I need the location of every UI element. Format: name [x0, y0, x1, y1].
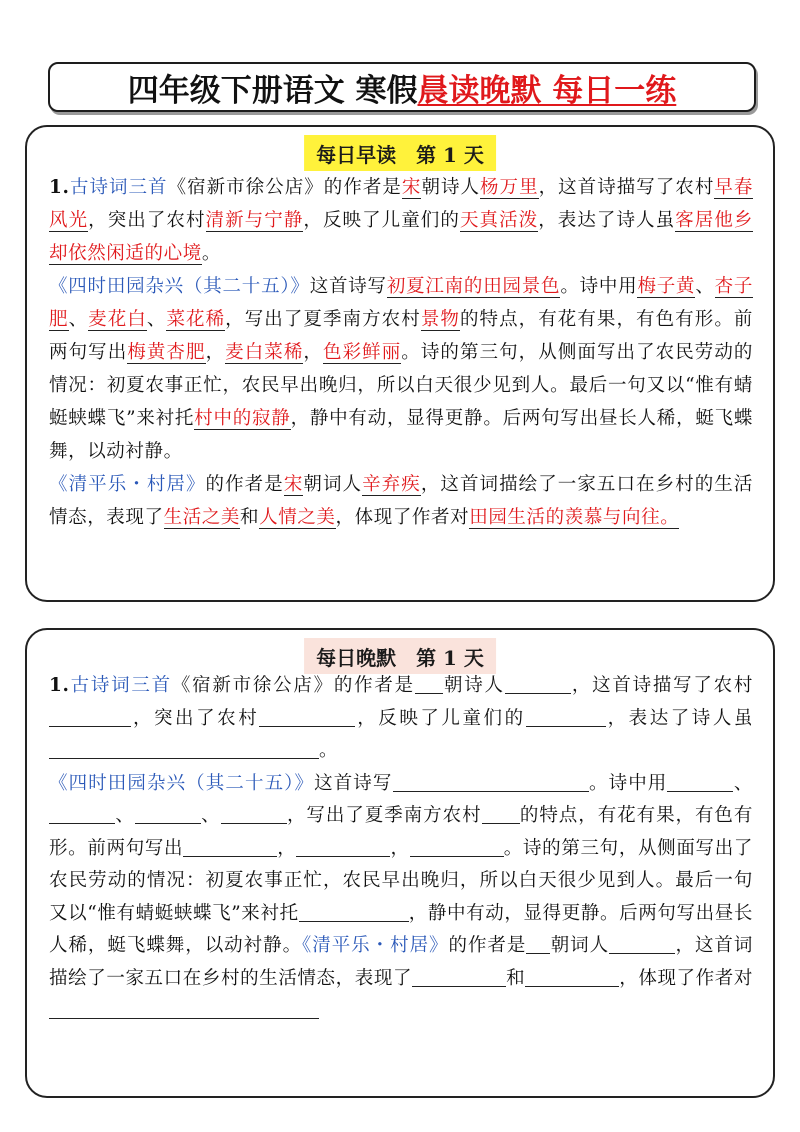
answer: 宋 [401, 177, 422, 198]
answer-blank[interactable] [49, 805, 115, 825]
text: 、 [146, 309, 167, 330]
poem-name: 《清平乐・村居》 [49, 474, 206, 495]
answer-blank[interactable] [410, 837, 504, 857]
title-main: 四年级下册语文 寒假 [127, 72, 418, 109]
text: 。 [319, 740, 339, 761]
text: 。诗中用 [560, 276, 638, 297]
answer-blank[interactable] [526, 707, 606, 727]
text: ， [390, 837, 410, 859]
text: 这首诗写 [314, 772, 393, 794]
answer: 麦白菜稀 [225, 342, 304, 363]
morning-reading-card [25, 125, 775, 602]
morning-paragraph-3 [49, 468, 753, 534]
answer-blank[interactable] [505, 675, 571, 695]
text: 的作者是 [448, 935, 527, 956]
answer: 客居他乡却依然闲适的心境 [49, 210, 754, 264]
evening-dictation-card [25, 628, 775, 1098]
answer-blank[interactable] [525, 967, 619, 987]
answer-blank[interactable] [667, 772, 733, 792]
answer-blank[interactable] [393, 772, 589, 792]
answer-blank[interactable] [49, 740, 319, 760]
answer: 辛弃疾 [362, 474, 421, 495]
text: 。 [201, 243, 221, 264]
answer-blank[interactable] [415, 675, 443, 695]
text: ，这首词描绘了一家五口在乡村的生活情态，表现了 [49, 474, 753, 528]
answer-blank[interactable] [183, 837, 277, 857]
worksheet-title [48, 62, 756, 112]
item-number: 1. [49, 177, 70, 198]
answer-blank[interactable] [526, 935, 550, 955]
poem-name: 《四时田园杂兴（其二十五）》 [49, 276, 310, 297]
text: ，反映了儿童们的 [355, 707, 526, 729]
text: ，体现了作者对 [619, 967, 753, 989]
poem-name: 《清平乐・村居》 [302, 935, 449, 956]
text: ， [205, 342, 226, 363]
answer: 麦花白 [88, 309, 147, 330]
text: 、 [200, 805, 221, 826]
text: ，突出了农村 [88, 210, 206, 231]
answer: 梅黄杏肥 [127, 342, 206, 363]
text: ，表达了诗人虽 [605, 707, 753, 729]
answer-blank[interactable] [412, 967, 506, 987]
text: ，体现了作者对 [335, 507, 470, 528]
text: ，表达了诗人虽 [538, 210, 676, 231]
answer-blank[interactable] [221, 805, 287, 825]
answer-blank[interactable] [482, 805, 520, 825]
text: 、 [695, 276, 715, 297]
text: 朝诗人 [421, 177, 481, 198]
answer: 杨万里 [480, 177, 539, 198]
text: 、 [733, 772, 753, 794]
answer-blank[interactable] [49, 1000, 319, 1020]
text: 朝诗人 [442, 675, 505, 696]
text: 。诗的第三句，从侧面写出了农民劳动的情况：初夏农事正忙，农民早出晚归，所以白天很少见到人。最后一句又以“惟有蜻蜓蛱蝶飞”来衬托 [49, 837, 753, 924]
item-number: 1. [49, 675, 70, 696]
text: 《宿新市徐公店》的作者是 [171, 675, 415, 696]
text: ，静中有动，显得更静。后两句写出昼长人稀，蜓飞蝶舞，以动衬静。 [49, 408, 753, 462]
answer: 村中的寂静 [194, 408, 291, 429]
answer: 人情之美 [259, 507, 336, 528]
answer-blank[interactable] [296, 837, 390, 857]
answer: 梅子黄 [637, 276, 696, 297]
answer-blank[interactable] [609, 935, 675, 955]
morning-paragraph-1 [49, 171, 753, 270]
answer: 杏子肥 [49, 276, 753, 330]
answer-blank[interactable] [135, 805, 201, 825]
answer: 天真活泼 [459, 210, 539, 231]
answer-blank[interactable] [259, 707, 355, 727]
section-name: 古诗词三首 [69, 675, 172, 696]
answer-blank[interactable] [299, 902, 409, 922]
evening-body [49, 670, 753, 1028]
title-highlight: 晨读晚默 每日一练 [417, 72, 677, 109]
text: 的作者是 [205, 474, 284, 495]
text: ，这首诗描写了农村 [538, 177, 715, 198]
answer: 景物 [420, 309, 460, 330]
text: 和 [506, 967, 526, 989]
text: ，反映了儿童们的 [303, 210, 460, 231]
answer: 生活之美 [163, 507, 241, 528]
text: 。诗中用 [588, 772, 668, 794]
text: ，这首诗描写了农村 [570, 675, 753, 696]
answer: 宋 [283, 474, 304, 495]
section-name: 古诗词三首 [69, 177, 168, 198]
answer: 初夏江南的田园景色 [386, 276, 561, 297]
evening-paragraph-2 [49, 768, 753, 1028]
text: 。诗的第三句，从侧面写出了农民劳动的情况：初夏农事正忙，农民早出晚归，所以白天很少见到人。最后一句又以“惟有蜻蜓蛱蝶飞”来衬托 [49, 342, 754, 429]
text: 《宿新市徐公店》的作者是 [167, 177, 402, 198]
text: 的特点，有花有果，有色有形。前两句写出 [49, 309, 753, 363]
poem-name: 《四时田园杂兴（其二十五）》 [49, 772, 315, 794]
answer: 清新与宁静 [205, 210, 304, 231]
text: ，写出了夏季南方农村 [286, 805, 482, 826]
morning-heading: 每日早读 第 1 天 [304, 135, 496, 171]
answer: 色彩鲜丽 [323, 342, 402, 363]
text: 朝词人 [550, 935, 610, 956]
morning-paragraph-2 [49, 270, 753, 468]
text: ，写出了夏季南方农村 [225, 309, 421, 330]
text: 朝词人 [303, 474, 363, 495]
text: 、 [115, 805, 135, 826]
evening-paragraph-1 [49, 670, 753, 768]
text: ， [277, 837, 297, 859]
answer: 田园生活的羡慕与向往。 [469, 507, 680, 528]
text: ，这首词描绘了一家五口在乡村的生活情态，表现了 [49, 935, 753, 989]
text: ，静中有动，显得更静。后两句写出昼长人稀，蜓飞蝶舞，以动衬静。 [49, 902, 753, 956]
text: 和 [240, 507, 260, 528]
text: 、 [68, 309, 89, 330]
text: ， [303, 342, 323, 363]
text: 的特点，有花有果，有色有形。前两句写出 [49, 805, 753, 859]
morning-body [49, 171, 753, 534]
text: 这首诗写 [309, 276, 387, 297]
evening-heading: 每日晚默 第 1 天 [304, 638, 496, 674]
answer: 菜花稀 [166, 309, 226, 330]
answer: 早春风光 [49, 177, 754, 231]
text: ，突出了农村 [131, 707, 260, 729]
answer-blank[interactable] [49, 707, 131, 727]
